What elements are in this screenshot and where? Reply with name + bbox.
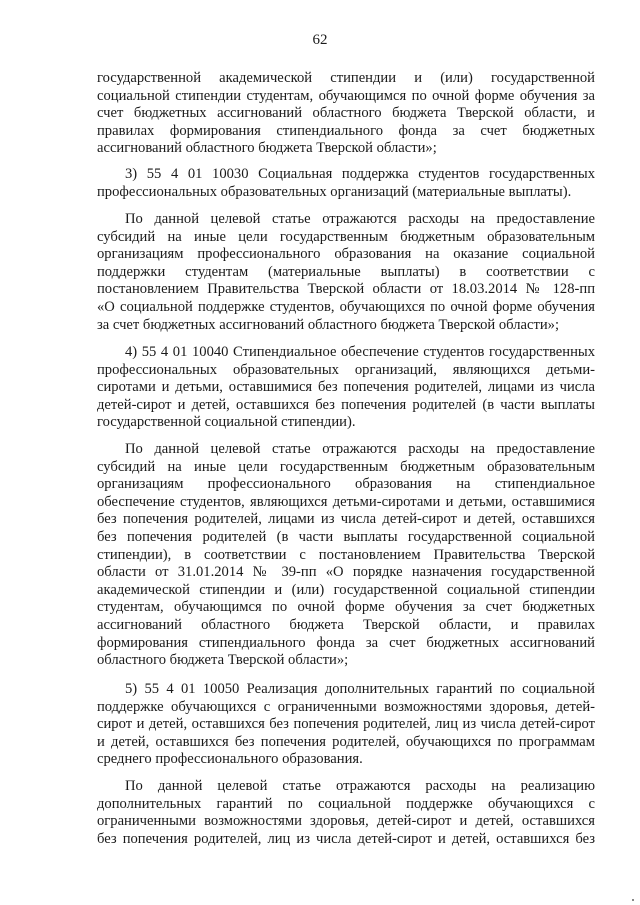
paragraph-item-3 xyxy=(97,166,595,201)
text-line: обеспечение студентов, являющихся детьми-сиротами и детьми, оставшимися xyxy=(97,493,595,510)
paragraph-description-3 xyxy=(97,211,595,334)
text-line: и детей, оставшихся без попечения родителей, обучающихся по программам xyxy=(97,733,595,750)
text-line: сиротами и детьми, оставшимися без попечения родителей, лицами из числа xyxy=(97,379,595,396)
text-line: дополнительных гарантий по социальной поддержке обучающихся с xyxy=(97,795,595,812)
text-line: правилах формирования стипендиального фонда за счет бюджетных xyxy=(97,122,595,139)
text-line: организациям профессионального образования на стипендиальное xyxy=(97,476,595,493)
scan-speck xyxy=(632,899,634,901)
text-line: постановлением Правительства Тверской области от 18.03.2014 № 128-пп xyxy=(97,281,595,298)
text-line: детей-сирот и детей, оставшихся без попечения родителей (в части выплаты xyxy=(97,396,595,413)
text-line: ассигнований областного бюджета Тверской области, и правилах xyxy=(97,616,595,633)
text-line: среднего профессионального образования. xyxy=(97,751,363,768)
page-number: 62 xyxy=(312,32,328,48)
paragraph-item-4 xyxy=(97,344,595,432)
text-line: за счет бюджетных ассигнований областного бюджета Тверской области»; xyxy=(97,316,560,333)
paragraph-continuation xyxy=(97,70,595,158)
text-line: формирования стипендиального фонда за счет бюджетных ассигнований xyxy=(97,634,595,651)
text-line: без попечения родителей (в части выплаты государственной социальной xyxy=(97,528,595,545)
text-line: студентам, обучающимся по очной форме обучения за счет бюджетных xyxy=(97,599,595,616)
text-line: ограниченными возможностями здоровья, детей-сирот и детей, оставшихся xyxy=(97,813,595,830)
paragraph-description-4 xyxy=(97,441,595,670)
text-line: По данной целевой статье отражаются расходы на предоставление xyxy=(125,211,595,227)
text-line: профессиональных образовательных организаций, являющихся детьми- xyxy=(97,361,595,378)
text-line: ассигнований областного бюджета Тверской области»; xyxy=(97,140,437,157)
text-line: областного бюджета Тверской области»; xyxy=(97,652,349,669)
text-line: поддержки студентам (материальные выплаты) в соответствии с xyxy=(97,263,595,280)
text-line: По данной целевой статье отражаются расходы на реализацию xyxy=(125,778,595,794)
text-line: По данной целевой статье отражаются расходы на предоставление xyxy=(125,441,595,457)
text-line: академической стипендии и (или) государственной социальной стипендии xyxy=(97,581,595,598)
text-line: стипендии), в соответствии с постановлением Правительства Тверской xyxy=(97,546,595,563)
text-line: «О социальной поддержке студентов, обучающихся по очной форме обучения xyxy=(97,298,595,315)
text-line: профессиональных образовательных организаций (материальные выплаты). xyxy=(97,183,572,200)
text-line: 5) 55 4 01 10050 Реализация дополнительных гарантий по социальной xyxy=(125,681,595,697)
text-line: субсидий на иные цели государственным бюджетным образовательным xyxy=(97,458,595,475)
text-line: сирот и детей, оставшихся без попечения родителей, лиц из числа детей-сирот xyxy=(97,716,595,733)
text-line: государственной социальной стипендии). xyxy=(97,414,356,431)
text-line: счет бюджетных ассигнований областного бюджета Тверской области, и xyxy=(97,105,595,122)
text-line: без попечения родителей, лицами из числа детей-сирот и детей, оставшихся xyxy=(97,511,595,528)
text-line: 3) 55 4 01 10030 Социальная поддержка студентов государственных xyxy=(125,166,595,182)
paragraph-description-5 xyxy=(97,778,595,848)
text-line: 4) 55 4 01 10040 Стипендиальное обеспечение студентов государственных xyxy=(125,344,595,360)
text-line: социальной стипендии студентам, обучающимся по очной форме обучения за xyxy=(97,87,595,104)
text-line: области от 31.01.2014 № 39-пп «О порядке назначения государственной xyxy=(97,564,595,581)
text-line: организациям профессионального образования на оказание социальной xyxy=(97,246,595,263)
text-line: субсидий на иные цели государственным бюджетным образовательным xyxy=(97,228,595,245)
text-line: поддержке обучающихся с ограниченными возможностями здоровья, детей- xyxy=(97,698,595,715)
text-line: без попечения родителей, лиц из числа детей-сирот и детей, оставшихся без xyxy=(97,830,595,847)
text-line: государственной академической стипендии и (или) государственной xyxy=(97,70,595,86)
paragraph-item-5 xyxy=(97,681,595,769)
